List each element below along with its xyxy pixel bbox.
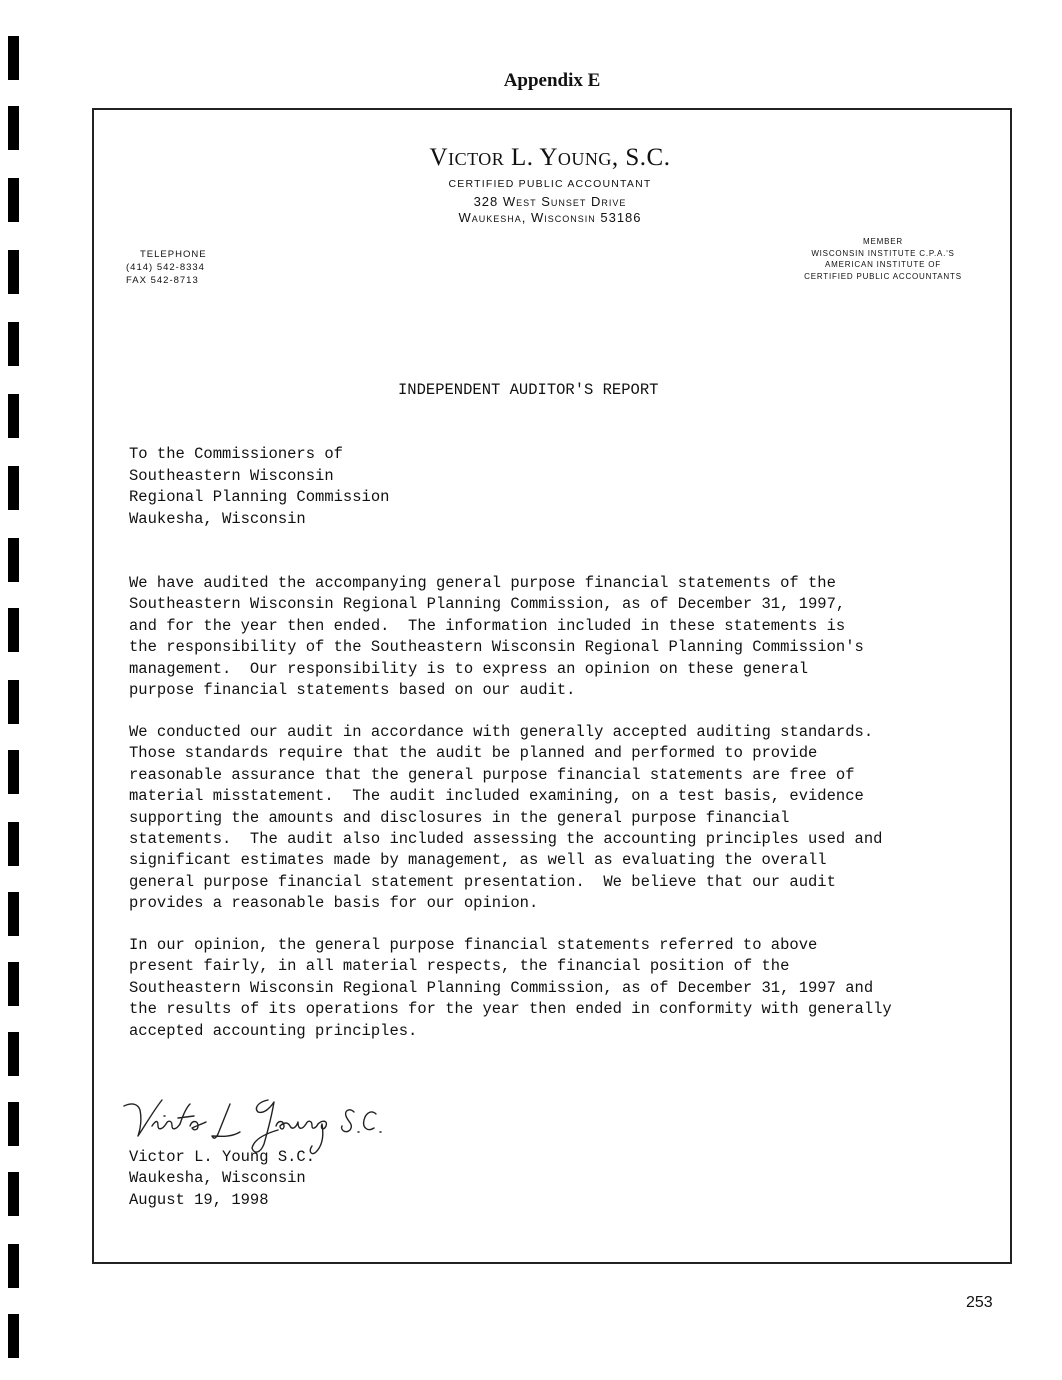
binding-mark — [8, 750, 19, 794]
paragraph-line: present fairly, in all material respects, the financial position of the — [129, 957, 790, 976]
paragraph-line: supporting the amounts and disclosures in the general purpose financial — [129, 808, 790, 827]
addressee-line: Southeastern Wisconsin — [129, 466, 334, 485]
member-line: MEMBER — [863, 237, 903, 246]
paragraph-line: management. Our responsibility is to express an opinion on these general — [129, 659, 809, 678]
addressee-block — [129, 444, 389, 530]
member-line: CERTIFIED PUBLIC ACCOUNTANTS — [804, 271, 962, 281]
paragraph-line: Those standards require that the audit be planned and performed to provide — [129, 744, 818, 763]
addressee-line: Waukesha, Wisconsin — [129, 509, 306, 528]
report-title: INDEPENDENT AUDITOR'S REPORT — [398, 381, 659, 399]
paragraph-line: purpose financial statements based on our audit. — [129, 681, 576, 700]
signoff-block — [129, 1147, 315, 1211]
paragraph-line: the results of its operations for the year then ended in conformity with generally — [129, 1000, 892, 1019]
paragraph-line: the responsibility of the Southeastern Wisconsin Regional Planning Commission's — [129, 638, 864, 657]
telephone-number: (414) 542-8334 — [126, 262, 205, 273]
paragraph-line: We have audited the accompanying general purpose financial statements of the — [129, 574, 836, 592]
signer-name: Victor L. Young S.C. — [129, 1148, 316, 1166]
binding-mark — [8, 822, 19, 866]
binding-mark — [8, 892, 19, 936]
firm-street: 328 West Sunset Drive — [473, 194, 627, 209]
paragraph-line: reasonable assurance that the general purpose financial statements are free of — [129, 765, 855, 784]
paragraph-line: statements. The audit also included assessing the accounting principles used and — [129, 830, 883, 849]
binding-mark — [8, 1172, 19, 1216]
binding-mark — [8, 322, 19, 366]
paragraph-line: In our opinion, the general purpose financial statements referred to above — [129, 936, 818, 954]
opinion-paragraph-standards — [129, 722, 989, 915]
appendix-heading: Appendix E — [503, 70, 601, 91]
addressee-line: Regional Planning Commission — [129, 488, 390, 506]
binding-mark — [8, 1314, 19, 1358]
binding-mark — [8, 1244, 19, 1288]
binding-mark — [8, 608, 19, 652]
opinion-paragraph-scope — [129, 573, 989, 701]
binding-mark — [8, 1102, 19, 1146]
paragraph-line: accepted accounting principles. — [129, 1021, 418, 1040]
binding-mark — [8, 680, 19, 724]
binding-mark — [8, 1032, 19, 1076]
opinion-paragraph-conclusion — [129, 935, 989, 1042]
paragraph-line: general purpose financial statement presentation. We believe that our audit — [129, 872, 836, 891]
paragraph-line: We conducted our audit in accordance with generally accepted auditing standards. — [129, 723, 874, 741]
page-number: 253 — [966, 1294, 993, 1311]
report-date: August 19, 1998 — [129, 1190, 269, 1209]
membership-block — [778, 236, 988, 282]
paragraph-line: Southeastern Wisconsin Regional Planning Commission, as of December 31, 1997, — [129, 595, 846, 614]
fax-number: FAX 542-8713 — [126, 275, 199, 286]
binding-marks — [8, 0, 20, 1380]
firm-title: CERTIFIED PUBLIC ACCOUNTANT — [448, 178, 652, 190]
binding-mark — [8, 250, 19, 294]
paragraph-line: provides a reasonable basis for our opinion. — [129, 894, 539, 913]
binding-mark — [8, 106, 19, 150]
telephone-label: TELEPHONE — [140, 249, 207, 260]
firm-city: Waukesha, Wisconsin 53186 — [458, 210, 642, 225]
binding-mark — [8, 962, 19, 1006]
paragraph-line: and for the year then ended. The information included in these statements is — [129, 616, 846, 635]
paragraph-line: material misstatement. The audit included examining, on a test basis, evidence — [129, 787, 864, 806]
firm-name: Victor L. Young, S.C. — [429, 144, 671, 171]
signer-location: Waukesha, Wisconsin — [129, 1169, 306, 1188]
binding-mark — [8, 394, 19, 438]
contact-block — [126, 248, 207, 287]
member-line: WISCONSIN INSTITUTE C.P.A.'S — [811, 248, 955, 258]
member-line: AMERICAN INSTITUTE OF — [825, 260, 941, 269]
paragraph-line: Southeastern Wisconsin Regional Planning Commission, as of December 31, 1997 and — [129, 978, 874, 997]
binding-mark — [8, 178, 19, 222]
addressee-line: To the Commissioners of — [129, 445, 343, 463]
binding-mark — [8, 538, 19, 582]
paragraph-line: significant estimates made by management, as well as evaluating the overall — [129, 851, 827, 870]
binding-mark — [8, 466, 19, 510]
